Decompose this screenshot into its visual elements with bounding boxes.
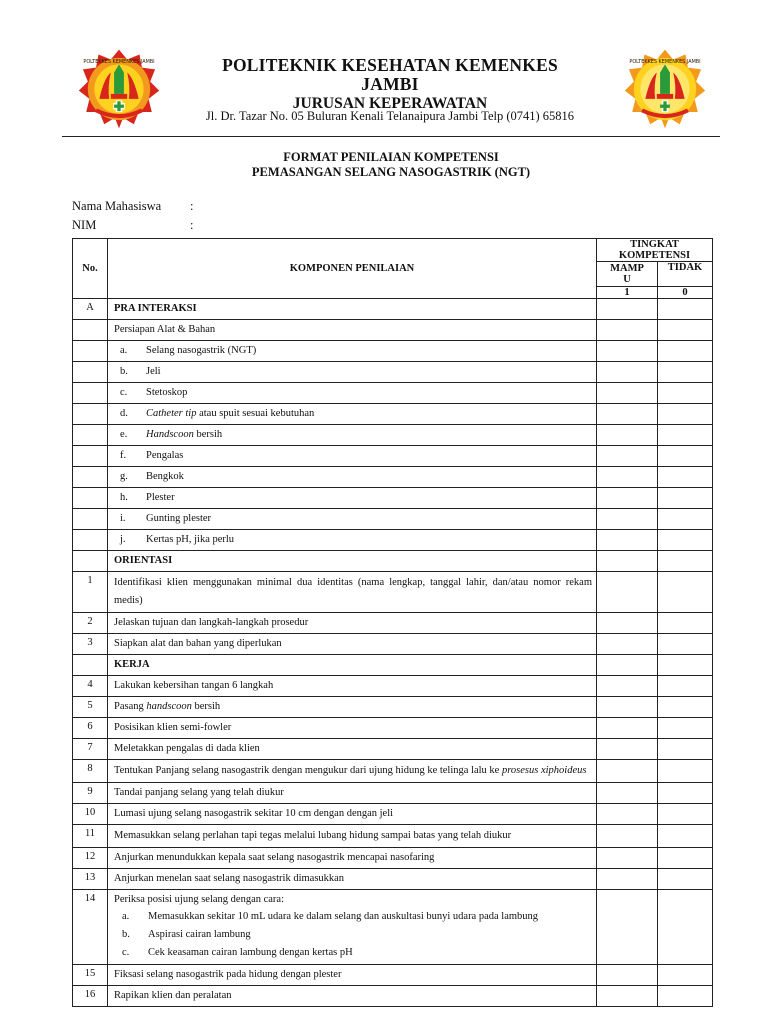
logo-text: POLTEKKES KEMENKES JAMBI — [83, 58, 155, 65]
item-letter: e. — [120, 429, 128, 440]
assessment-table — [72, 238, 713, 1007]
title-line-2: PEMASANGAN SELANG NASOGASTRIK (NGT) — [251, 165, 531, 179]
prep-item — [108, 383, 597, 404]
step-no: 3 — [73, 634, 108, 655]
table-row — [73, 551, 713, 572]
list-item — [122, 944, 592, 962]
score-cell-tidak[interactable] — [658, 965, 713, 986]
step-text: Rapikan klien dan peralatan — [108, 986, 597, 1007]
score-cell-tidak[interactable] — [658, 804, 713, 825]
item-text-italic: Handscoon — [146, 429, 194, 440]
score-cell-tidak[interactable] — [658, 739, 713, 760]
score-cell-mampu[interactable] — [597, 320, 658, 341]
item-letter: g. — [120, 471, 128, 482]
step-text: Posisikan klien semi-fowler — [108, 718, 597, 739]
score-cell-tidak[interactable] — [658, 676, 713, 697]
score-cell-tidak[interactable] — [658, 509, 713, 530]
score-cell-tidak[interactable] — [658, 551, 713, 572]
score-cell-tidak[interactable] — [658, 848, 713, 869]
table-row — [73, 530, 713, 551]
step-text: Jelaskan tujuan dan langkah-langkah prosedur — [108, 613, 597, 634]
check-method-list — [114, 908, 592, 962]
step-text-intro: Periksa posisi ujung selang dengan cara: — [114, 894, 284, 905]
step-text: Memasukkan selang perlahan tapi tegas melalui lubang hidung sampai batas yang telah diukur — [108, 825, 597, 848]
step-no: 11 — [73, 825, 108, 848]
score-cell-mampu[interactable] — [597, 697, 658, 718]
item-text: Stetoskop — [146, 387, 188, 398]
score-cell-mampu[interactable] — [597, 965, 658, 986]
step-no: 4 — [73, 676, 108, 697]
table-row — [73, 341, 713, 362]
table-row — [73, 676, 713, 697]
score-cell-mampu[interactable] — [597, 362, 658, 383]
table-row — [73, 404, 713, 425]
score-cell-mampu[interactable] — [597, 551, 658, 572]
step-no: 5 — [73, 697, 108, 718]
title-line-1: FORMAT PENILAIAN KOMPETENSI — [283, 150, 499, 164]
score-cell-mampu[interactable] — [597, 676, 658, 697]
prep-item — [108, 530, 597, 551]
colon: : — [190, 199, 194, 213]
section-title: KERJA — [108, 655, 597, 676]
table-row — [73, 739, 713, 760]
score-cell-tidak[interactable] — [658, 825, 713, 848]
score-cell-mampu[interactable] — [597, 890, 658, 965]
institution-logo-right — [624, 48, 706, 130]
item-letter: h. — [120, 492, 128, 503]
section-title: ORIENTASI — [108, 551, 597, 572]
table-row — [73, 467, 713, 488]
table-row — [73, 848, 713, 869]
score-cell-mampu[interactable] — [597, 404, 658, 425]
prep-item — [108, 446, 597, 467]
letterhead — [170, 56, 610, 114]
score-cell-tidak[interactable] — [658, 530, 713, 551]
score-cell-mampu[interactable] — [597, 848, 658, 869]
header-divider — [62, 136, 720, 137]
step-no: 1 — [73, 572, 108, 613]
score-cell-mampu[interactable] — [597, 509, 658, 530]
step-text: Siapkan alat dan bahan yang diperlukan — [108, 634, 597, 655]
step-text — [108, 697, 597, 718]
table-row — [73, 718, 713, 739]
score-cell-mampu[interactable] — [597, 467, 658, 488]
score-cell-tidak[interactable] — [658, 320, 713, 341]
score-cell-mampu[interactable] — [597, 760, 658, 783]
item-letter: j. — [120, 534, 126, 545]
item-letter: b. — [120, 366, 128, 377]
score-cell-mampu[interactable] — [597, 986, 658, 1007]
col-header-no: No. — [73, 239, 108, 299]
item-text: Kertas pH, jika perlu — [146, 534, 235, 545]
item-letter: a. — [122, 911, 130, 922]
step-text: Lumasi ujung selang nasogastrik sekitar 10 cm dengan dengan jeli — [108, 804, 597, 825]
step-text-italic: handscoon — [146, 701, 192, 712]
item-text: Cek keasaman cairan lambung dengan kertas pH — [148, 947, 353, 958]
prep-item — [108, 467, 597, 488]
table-row — [73, 488, 713, 509]
score-cell-tidak[interactable] — [658, 718, 713, 739]
item-text: Selang nasogastrik (NGT) — [146, 345, 257, 356]
col-header-level: TINGKAT KOMPETENSI — [597, 239, 713, 262]
step-text: Anjurkan menelan saat selang nasogastrik dimasukkan — [108, 869, 597, 890]
score-cell-mampu[interactable] — [597, 425, 658, 446]
step-text: Fiksasi selang nasogastrik pada hidung dengan plester — [108, 965, 597, 986]
score-cell-mampu[interactable] — [597, 530, 658, 551]
score-cell-tidak[interactable] — [658, 425, 713, 446]
list-item — [122, 926, 592, 944]
item-letter: b. — [122, 929, 130, 940]
table-row — [73, 655, 713, 676]
score-cell-tidak[interactable] — [658, 467, 713, 488]
score-cell-tidak[interactable] — [658, 890, 713, 965]
item-letter: i. — [120, 513, 126, 524]
logo-text: POLTEKKES KEMENKES JAMBI — [629, 58, 701, 65]
prep-item — [108, 425, 597, 446]
table-row — [73, 613, 713, 634]
department-name: JURUSAN KEPERAWATAN — [292, 95, 488, 112]
step-no: 6 — [73, 718, 108, 739]
table-row — [73, 783, 713, 804]
score-cell-mampu[interactable] — [597, 634, 658, 655]
score-cell-mampu[interactable] — [597, 825, 658, 848]
item-text: bersih — [193, 429, 223, 440]
item-letter: c. — [122, 947, 130, 958]
student-nim-label: NIM — [72, 218, 97, 232]
item-text-italic: Catheter tip — [146, 408, 197, 419]
prep-item — [108, 488, 597, 509]
student-name-label: Nama Mahasiswa — [72, 199, 162, 213]
prep-item — [108, 509, 597, 530]
table-row — [73, 320, 713, 341]
score-cell-mampu[interactable] — [597, 869, 658, 890]
col-header-mampu — [597, 262, 658, 287]
step-text-part: bersih — [191, 701, 221, 712]
institution-name: POLITEKNIK KESEHATAN KEMENKES — [222, 55, 558, 75]
list-item — [122, 908, 592, 926]
prep-item — [108, 341, 597, 362]
score-cell-tidak[interactable] — [658, 986, 713, 1007]
mampu-line-2: U — [623, 274, 631, 285]
table-row — [73, 890, 713, 965]
institution-city: JAMBI — [361, 74, 419, 94]
score-cell-mampu[interactable] — [597, 655, 658, 676]
score-cell-mampu[interactable] — [597, 488, 658, 509]
student-name-row — [72, 199, 194, 214]
section-label: A — [73, 299, 108, 320]
item-letter: a. — [120, 345, 128, 356]
colon: : — [190, 218, 194, 232]
step-text — [108, 760, 597, 783]
table-row — [73, 299, 713, 320]
item-text: atau spuit sesuai kebutuhan — [196, 408, 315, 419]
institution-address: Jl. Dr. Tazar No. 05 Buluran Kenali Telanaipura Jambi Telp (0741) 65816 — [205, 109, 575, 123]
step-no: 12 — [73, 848, 108, 869]
item-text: Bengkok — [146, 471, 184, 482]
score-cell-mampu[interactable] — [597, 783, 658, 804]
item-text: Aspirasi cairan lambung — [148, 929, 251, 940]
table-row — [73, 825, 713, 848]
item-text: Memasukkan sekitar 10 mL udara ke dalam selang dan auskultasi bunyi udara pada lambung — [148, 911, 539, 922]
prep-title: Persiapan Alat & Bahan — [108, 320, 597, 341]
score-cell-tidak[interactable] — [658, 655, 713, 676]
score-cell-tidak[interactable] — [658, 697, 713, 718]
score-cell-mampu[interactable] — [597, 804, 658, 825]
table-row — [73, 572, 713, 613]
table-row — [73, 965, 713, 986]
step-no: 15 — [73, 965, 108, 986]
step-text: Anjurkan menundukkan kepala saat selang nasogastrik mencapai nasofaring — [108, 848, 597, 869]
step-text-part: Tentukan Panjang selang nasogastrik dengan mengukur dari ujung hidung ke telinga lalu ke — [114, 765, 502, 776]
step-text: Lakukan kebersihan tangan 6 langkah — [108, 676, 597, 697]
document-title — [62, 150, 720, 180]
score-mampu: 1 — [597, 287, 658, 299]
table-row — [73, 986, 713, 1007]
item-text: Plester — [146, 492, 175, 503]
step-text: Meletakkan pengalas di dada klien — [108, 739, 597, 760]
table-row — [73, 634, 713, 655]
table-row — [73, 425, 713, 446]
step-no: 9 — [73, 783, 108, 804]
col-header-tidak: TIDAK — [658, 262, 713, 287]
step-no: 10 — [73, 804, 108, 825]
score-cell-tidak[interactable] — [658, 572, 713, 613]
score-cell-mampu[interactable] — [597, 739, 658, 760]
step-text — [108, 890, 597, 965]
col-header-component: KOMPONEN PENILAIAN — [108, 239, 597, 299]
step-no: 13 — [73, 869, 108, 890]
item-letter: c. — [120, 387, 128, 398]
section-title: PRA INTERAKSI — [108, 299, 597, 320]
step-no: 7 — [73, 739, 108, 760]
score-tidak: 0 — [658, 287, 713, 299]
table-row — [73, 509, 713, 530]
prep-item — [108, 404, 597, 425]
table-row — [73, 760, 713, 783]
score-cell-mampu[interactable] — [597, 383, 658, 404]
step-text: Tandai panjang selang yang telah diukur — [108, 783, 597, 804]
mampu-line-1: MAMP — [610, 263, 644, 274]
table-row — [73, 697, 713, 718]
score-cell-tidak[interactable] — [658, 783, 713, 804]
score-cell-mampu[interactable] — [597, 572, 658, 613]
score-cell-tidak[interactable] — [658, 760, 713, 783]
item-text: Jeli — [146, 366, 161, 377]
step-text-part: Pasang — [114, 701, 147, 712]
item-letter: f. — [120, 450, 127, 461]
step-no: 8 — [73, 760, 108, 783]
score-cell-tidak[interactable] — [658, 869, 713, 890]
item-letter: d. — [120, 408, 128, 419]
item-text: Gunting plester — [146, 513, 212, 524]
step-text: Identifikasi klien menggunakan minimal dua identitas (nama lengkap, tanggal lahir, dan/atau nomor rekam medis) — [108, 572, 597, 613]
step-text-italic: prosesus xiphoideus — [501, 765, 587, 776]
score-cell-tidak[interactable] — [658, 404, 713, 425]
table-row — [73, 804, 713, 825]
score-cell-tidak[interactable] — [658, 341, 713, 362]
score-cell-tidak[interactable] — [658, 383, 713, 404]
table-row — [73, 446, 713, 467]
table-row — [73, 383, 713, 404]
score-cell-mampu[interactable] — [597, 613, 658, 634]
table-row — [73, 362, 713, 383]
score-cell-tidak[interactable] — [658, 613, 713, 634]
score-cell-tidak[interactable] — [658, 362, 713, 383]
item-text: Pengalas — [146, 450, 184, 461]
score-cell-tidak[interactable] — [658, 446, 713, 467]
score-cell-tidak[interactable] — [658, 634, 713, 655]
table-row — [73, 869, 713, 890]
score-cell-tidak[interactable] — [658, 488, 713, 509]
student-nim-row — [72, 218, 194, 233]
institution-logo-left — [78, 48, 160, 130]
score-cell-mampu[interactable] — [597, 299, 658, 320]
score-cell-mampu[interactable] — [597, 446, 658, 467]
prep-item — [108, 362, 597, 383]
step-no: 2 — [73, 613, 108, 634]
score-cell-tidak[interactable] — [658, 299, 713, 320]
step-no: 14 — [73, 890, 108, 965]
score-cell-mampu[interactable] — [597, 718, 658, 739]
score-cell-mampu[interactable] — [597, 341, 658, 362]
step-no: 16 — [73, 986, 108, 1007]
